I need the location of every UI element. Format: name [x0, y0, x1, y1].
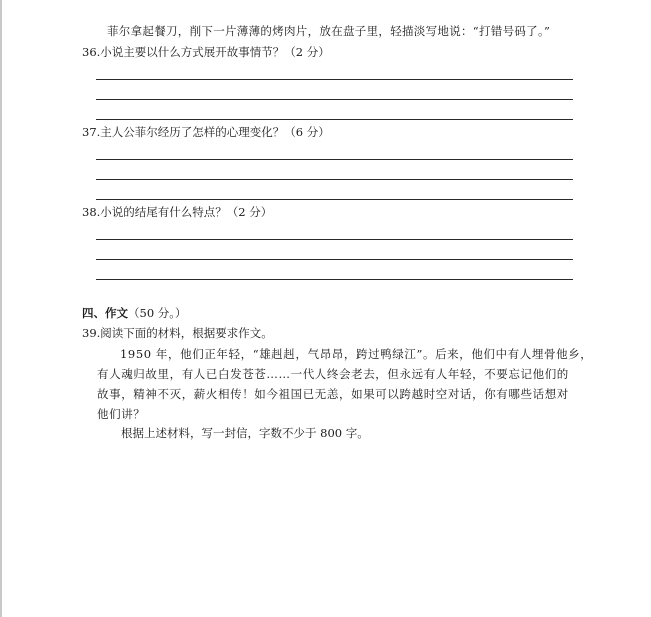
story-ending-text: 菲尔拿起餐刀，削下一片薄薄的烤肉片，放在盘子里，轻描淡写地说：“打错号码了。”: [107, 24, 551, 38]
question-37: 37.主人公菲尔经历了怎样的心理变化？（6 分）: [82, 125, 330, 139]
section-4-title: 四、作文: [82, 306, 128, 320]
section-4-points: （50 分。）: [128, 306, 187, 320]
page-edge: [0, 0, 2, 617]
question-36: 36.小说主要以什么方式展开故事情节？（2 分）: [82, 45, 330, 59]
answer-line-38-1[interactable]: [96, 239, 573, 240]
answer-line-37-1[interactable]: [96, 159, 573, 160]
answer-line-37-3[interactable]: [96, 199, 573, 200]
answer-line-37-2[interactable]: [96, 179, 573, 180]
material-line-4: 他们讲？: [97, 407, 146, 421]
answer-line-36-2[interactable]: [96, 99, 573, 100]
writing-requirement: 根据上述材料，写一封信，字数不少于 800 字。: [121, 426, 369, 440]
answer-line-36-1[interactable]: [96, 79, 573, 80]
material-line-3: 故事，精神不灭，薪火相传！如今祖国已无恙，如果可以跨越时空对话，你有哪些话想对: [97, 387, 569, 401]
question-38: 38.小说的结尾有什么特点？（2 分）: [82, 205, 273, 219]
material-line-1: 1950 年，他们正年轻，“雄赳赳，气昂昂，跨过鸭绿江”。后来，他们中有人埋骨他乡，: [120, 347, 593, 361]
answer-line-38-2[interactable]: [96, 259, 573, 260]
section-4-heading: [82, 306, 187, 320]
question-39: 39.阅读下面的材料，根据要求作文。: [82, 326, 273, 340]
material-line-2: 有人魂归故里，有人已白发苍苍……一代人终会老去，但永远有人年轻，不要忘记他们的: [97, 367, 569, 381]
answer-line-38-3[interactable]: [96, 279, 573, 280]
answer-line-36-3[interactable]: [96, 119, 573, 120]
